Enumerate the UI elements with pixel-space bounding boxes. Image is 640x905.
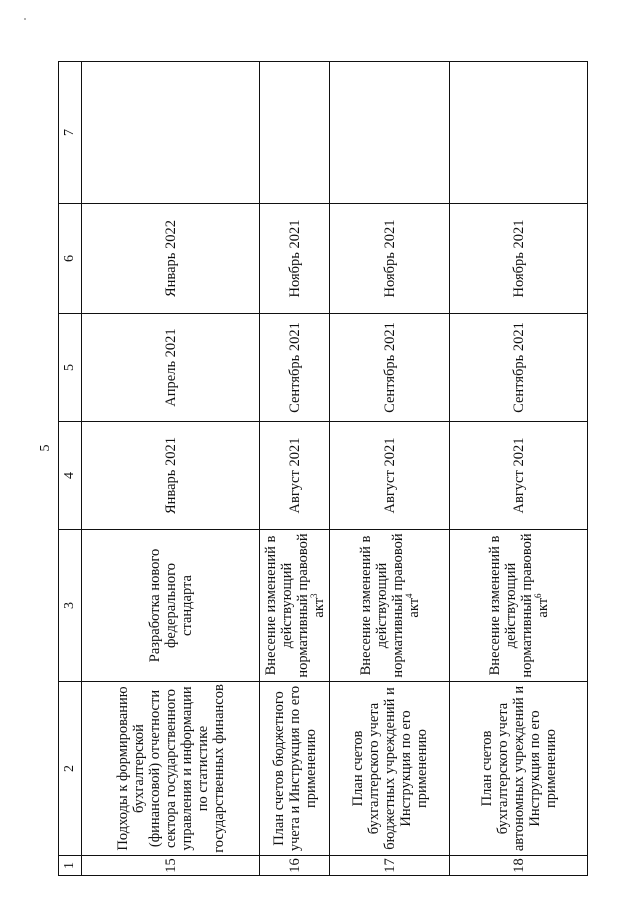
row-footnote: 6: [532, 593, 543, 598]
row-col7: [82, 62, 260, 204]
row-col4: Январь 2021: [82, 422, 260, 530]
row-action-text: Внесение изменений в действующий нормативный правовой акт: [486, 533, 551, 678]
row-col4: Август 2021: [260, 422, 330, 530]
row-col5: Апрель 2021: [82, 314, 260, 422]
row-col5: Сентябрь 2021: [260, 314, 330, 422]
table-row: [450, 62, 588, 876]
row-col4: Август 2021: [450, 422, 588, 530]
header-col-7: 7: [59, 62, 82, 204]
row-col6: Январь 2022: [82, 204, 260, 314]
row-col6: Ноябрь 2021: [330, 204, 450, 314]
row-action: [82, 530, 260, 682]
header-col-1: 1: [59, 856, 82, 876]
row-col6: Ноябрь 2021: [450, 204, 588, 314]
row-action-text: Внесение изменений в действующий нормативный правовой акт: [357, 533, 422, 678]
row-col6: Ноябрь 2021: [260, 204, 330, 314]
row-name: Подходы к формированию бухгалтерской (финансовой) отчетности сектора государственного управления и информации по статистике государственных финансов: [82, 682, 260, 856]
row-action-text: Внесение изменений в действующий нормативный правовой акт: [262, 533, 327, 678]
scan-speck: [24, 18, 26, 20]
row-col4: Август 2021: [330, 422, 450, 530]
schedule-table-frame: [58, 62, 586, 876]
row-name: План счетов бухгалтерского учета бюджетных учреждений и Инструкция по его применению: [330, 682, 450, 856]
row-col7: [330, 62, 450, 204]
row-col5: Сентябрь 2021: [330, 314, 450, 422]
row-action: [450, 530, 588, 682]
row-action-text: Разработка нового федерального стандарта: [146, 548, 195, 663]
row-col7: [450, 62, 588, 204]
table-row: [260, 62, 330, 876]
row-name: План счетов бюджетного учета и Инструкция по его применению: [260, 682, 330, 856]
row-action: [260, 530, 330, 682]
table-row: [82, 62, 260, 876]
header-col-2: 2: [59, 682, 82, 856]
row-footnote: 3: [308, 593, 319, 598]
header-col-3: 3: [59, 530, 82, 682]
row-number: 18: [450, 856, 588, 876]
table-row: [330, 62, 450, 876]
row-col7: [260, 62, 330, 204]
row-name: План счетов бухгалтерского учета автономных учреждений и Инструкция по его применению: [450, 682, 588, 856]
row-action: [330, 530, 450, 682]
page-number: 5: [38, 444, 53, 452]
header-col-6: 6: [59, 204, 82, 314]
row-number: 15: [82, 856, 260, 876]
header-row: [59, 62, 82, 876]
row-number: 17: [330, 856, 450, 876]
schedule-table: [58, 61, 588, 876]
row-footnote: 4: [403, 593, 414, 598]
row-col5: Сентябрь 2021: [450, 314, 588, 422]
row-number: 16: [260, 856, 330, 876]
schedule-table-rotated: [58, 62, 586, 876]
header-col-5: 5: [59, 314, 82, 422]
header-col-4: 4: [59, 422, 82, 530]
